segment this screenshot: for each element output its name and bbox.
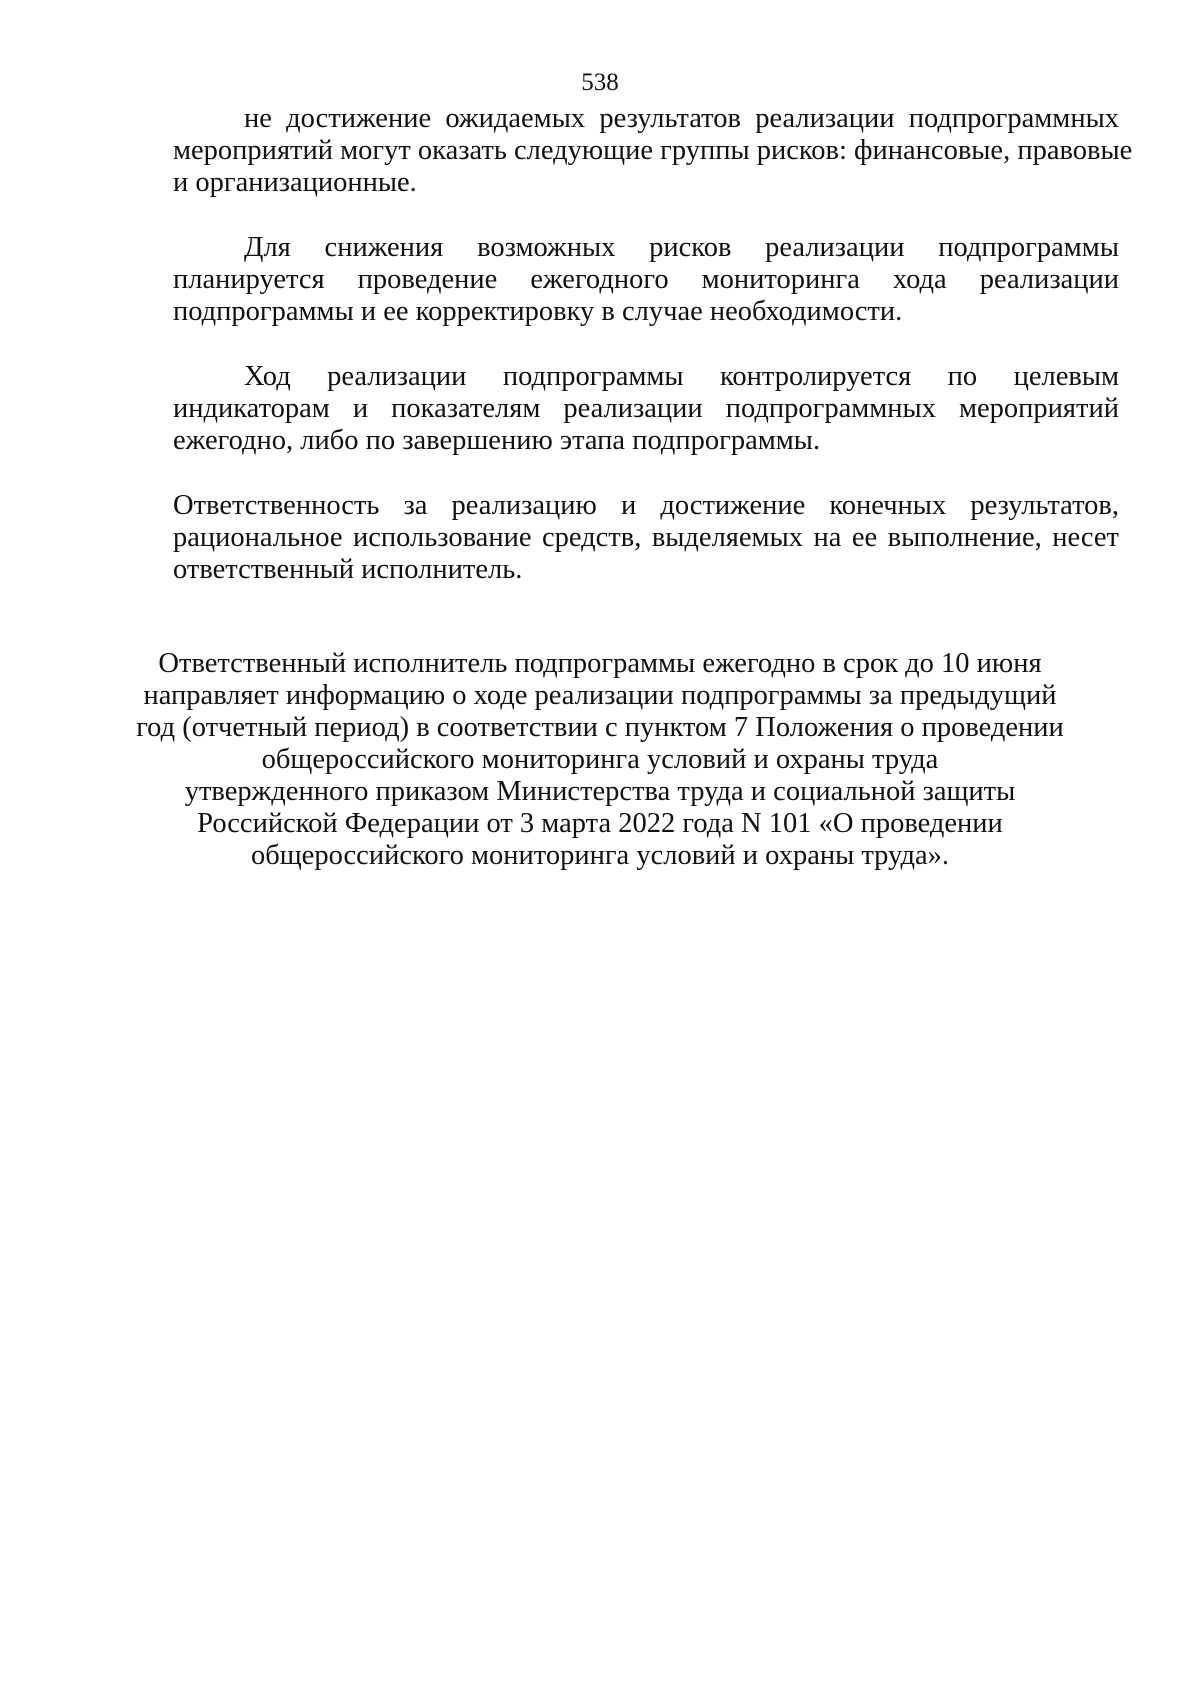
paragraph-line: индикаторам и показателям реализации подпрограммных мероприятий bbox=[173, 393, 1119, 424]
centered-line: Российской Федерации от 3 марта 2022 года N 101 «О проведении bbox=[197, 808, 1003, 839]
paragraph-line: и организационные. bbox=[173, 167, 417, 198]
paragraph-line: подпрограммы и ее корректировку в случае необходимости. bbox=[173, 296, 903, 327]
centered-line: утвержденного приказом Министерства труда и социальной защиты bbox=[184, 776, 1016, 807]
page-number: 538 bbox=[581, 69, 619, 96]
paragraph-line: ответственный исполнитель. bbox=[173, 554, 523, 585]
paragraph-line: Ход реализации подпрограммы контролируется по целевым bbox=[244, 361, 1119, 392]
paragraph-line: мероприятий могут оказать следующие группы рисков: финансовые, правовые bbox=[173, 135, 1133, 166]
paragraph-line: не достижение ожидаемых результатов реализации подпрограммных bbox=[244, 103, 1119, 134]
paragraph-line: рациональное использование средств, выделяемых на ее выполнение, несет bbox=[173, 522, 1119, 553]
centered-line: общероссийского мониторинга условий и охраны труда». bbox=[250, 840, 950, 871]
centered-line: год (отчетный период) в соответствии с пунктом 7 Положения о проведении bbox=[136, 712, 1064, 743]
paragraph-line: Для снижения возможных рисков реализации подпрограммы bbox=[244, 232, 1119, 263]
paragraph-line: ежегодно, либо по завершению этапа подпрограммы. bbox=[173, 425, 821, 456]
centered-line: общероссийского мониторинга условий и охраны труда bbox=[261, 744, 939, 775]
paragraph-line: Ответственность за реализацию и достижение конечных результатов, bbox=[173, 490, 1119, 521]
centered-line: направляет информацию о ходе реализации подпрограммы за предыдущий bbox=[143, 680, 1057, 711]
paragraph-line: планируется проведение ежегодного мониторинга хода реализации bbox=[173, 264, 1119, 295]
centered-line: Ответственный исполнитель подпрограммы ежегодно в срок до 10 июня bbox=[158, 648, 1042, 679]
